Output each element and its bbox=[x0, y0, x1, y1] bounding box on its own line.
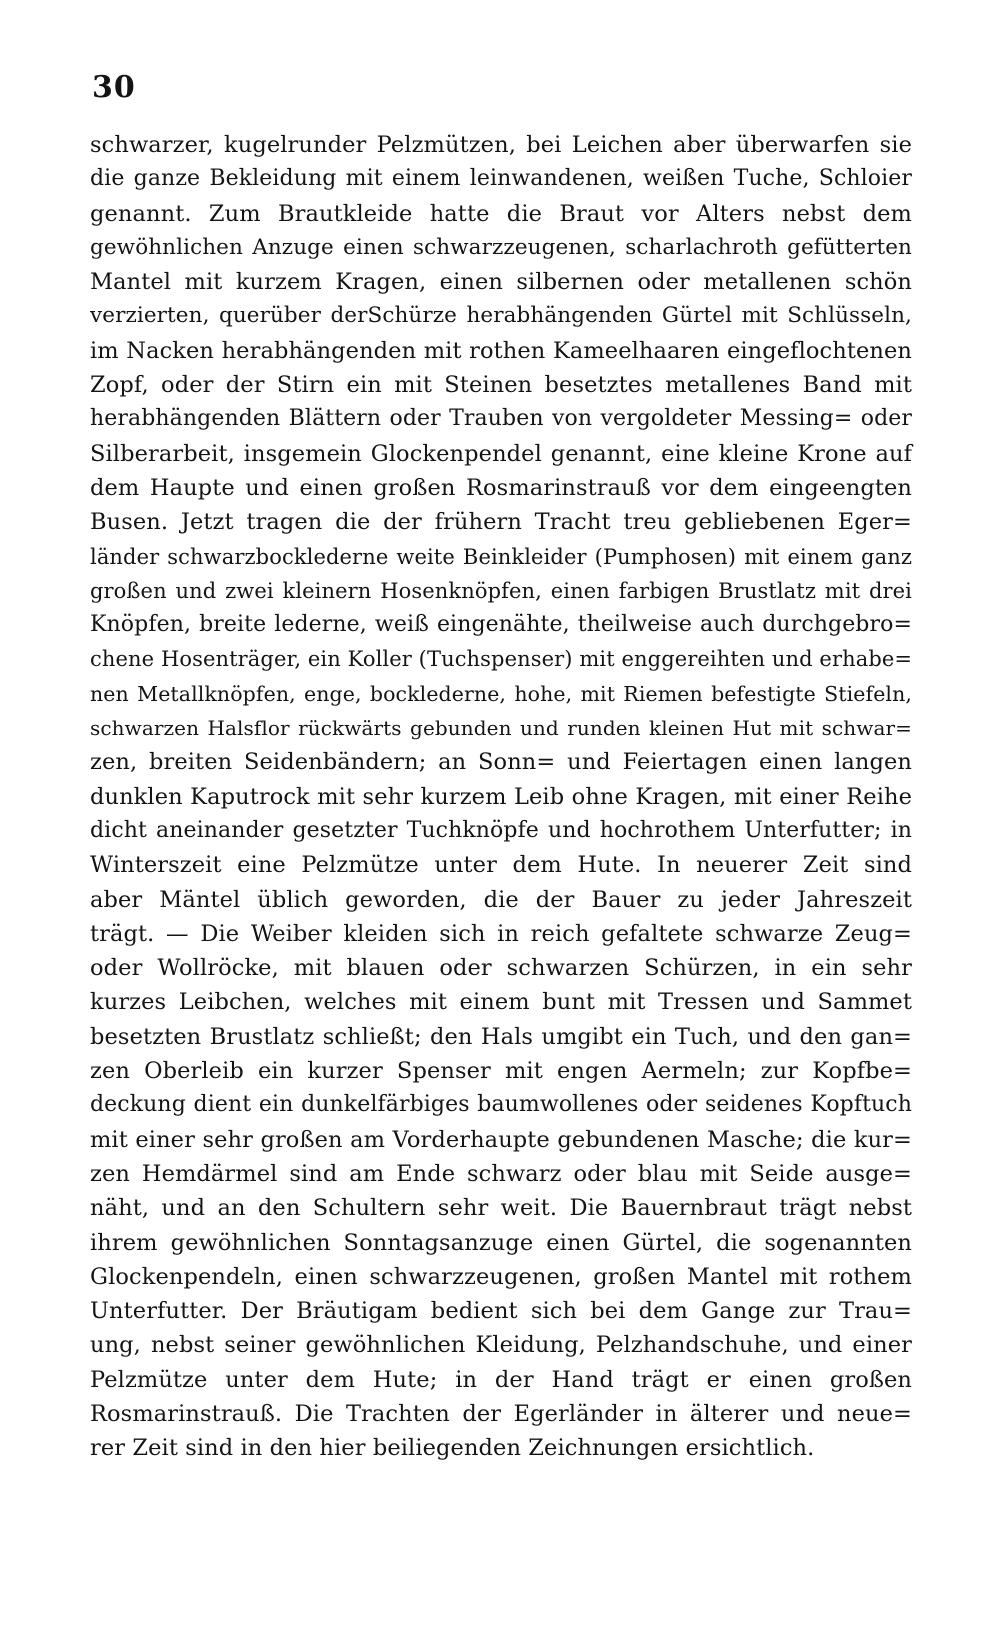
text-line: näht, und an den Schultern sehr weit. Die Bauernbraut trägt nebst bbox=[90, 1195, 912, 1222]
text-line: oder Wollröcke, mit blauen oder schwarzen Schürzen, in ein sehr bbox=[90, 955, 912, 982]
text-line: dicht aneinander gesetzter Tuchknöpfe und hochrothem Unterfutter; in bbox=[90, 817, 912, 843]
text-line: zen Oberleib ein kurzer Spenser mit engen Aermeln; zur Kopfbe= bbox=[90, 1058, 912, 1085]
text-line: ihrem gewöhnlichen Sonntagsanzuge einen Gürtel, die sogenannten bbox=[90, 1229, 912, 1256]
text-line: länder schwarzbocklederne weite Beinkleider (Pumphosen) mit einem ganz bbox=[90, 544, 912, 569]
text-line: verzierten, querüber derSchürze herabhängenden Gürtel mit Schlüsseln, bbox=[90, 303, 912, 329]
text-line: die ganze Bekleidung mit einem leinwandenen, weißen Tuche, Schloier bbox=[90, 166, 912, 192]
text-line: schwarzer, kugelrunder Pelzmützen, bei Leichen aber überwarfen sie bbox=[90, 132, 912, 158]
text-line: im Nacken herabhängenden mit rothen Kameelhaaren eingeflochtenen bbox=[90, 337, 912, 364]
text-line: kurzes Leibchen, welches mit einem bunt mit Tressen und Sammet bbox=[90, 989, 912, 1016]
text-line: Mantel mit kurzem Kragen, einen silbernen oder metallenen schön bbox=[90, 269, 912, 296]
text-line: Silberarbeit, insgemein Glockenpendel genannt, eine kleine Krone auf bbox=[90, 440, 912, 467]
text-line: nen Metallknöpfen, enge, bocklederne, hohe, mit Riemen befestigte Stiefeln, bbox=[90, 681, 912, 706]
text-line: großen und zwei kleinern Hosenknöpfen, einen farbigen Brustlatz mit drei bbox=[90, 578, 912, 603]
text-line: rer Zeit sind in den hier beiliegenden Zeichnungen ersichtlich. bbox=[90, 1435, 815, 1462]
text-line: herabhängenden Blättern oder Trauben von vergoldeter Messing= oder bbox=[90, 406, 912, 432]
text-line: Zopf, oder der Stirn ein mit Steinen besetztes metallenes Band mit bbox=[90, 372, 912, 399]
text-line: mit einer sehr großen am Vorderhaupte gebundenen Masche; die kur= bbox=[90, 1126, 912, 1153]
body-text bbox=[90, 128, 912, 1466]
text-line: deckung dient ein dunkelfärbiges baumwollenes oder seidenes Kopftuch bbox=[90, 1092, 912, 1118]
text-line: Rosmarinstrauß. Die Trachten der Egerländer in älterer und neue= bbox=[90, 1400, 912, 1427]
text-line: Busen. Jetzt tragen die der frühern Tracht treu gebliebenen Eger= bbox=[90, 509, 912, 536]
text-line: dem Haupte und einen großen Rosmarinstrauß vor dem eingeengten bbox=[90, 474, 912, 501]
text-line: aber Mäntel üblich geworden, die der Bauer zu jeder Jahreszeit bbox=[90, 886, 912, 913]
page-number: 30 bbox=[92, 70, 136, 105]
text-line: Pelzmütze unter dem Hute; in der Hand trägt er einen großen bbox=[90, 1366, 912, 1393]
text-line: chene Hosenträger, ein Koller (Tuchspenser) mit enggereihten und erhabe= bbox=[90, 647, 913, 672]
text-line: Unterfutter. Der Bräutigam bedient sich bei dem Gange zur Trau= bbox=[90, 1298, 912, 1325]
text-line: Winterszeit eine Pelzmütze unter dem Hute. In neuerer Zeit sind bbox=[90, 852, 912, 879]
text-line: Knöpfen, breite lederne, weiß eingenähte, theilweise auch durchgebro= bbox=[90, 612, 912, 638]
text-line: trägt. — Die Weiber kleiden sich in reich gefaltete schwarze Zeug= bbox=[90, 920, 912, 947]
text-line: gewöhnlichen Anzuge einen schwarzzeugenen, scharlachroth gefütterten bbox=[90, 234, 912, 260]
text-line: schwarzen Halsflor rückwärts gebunden und runden kleinen Hut mit schwar= bbox=[90, 716, 912, 741]
text-line: genannt. Zum Brautkleide hatte die Braut vor Alters nebst dem bbox=[90, 200, 912, 227]
text-line: ung, nebst seiner gewöhnlichen Kleidung, Pelzhandschuhe, und einer bbox=[90, 1332, 912, 1359]
text-line: besetzten Brustlatz schließt; den Hals umgibt ein Tuch, und den gan= bbox=[90, 1023, 912, 1050]
text-line: dunklen Kaputrock mit sehr kurzem Leib ohne Kragen, mit einer Reihe bbox=[90, 783, 912, 810]
text-line: zen, breiten Seidenbändern; an Sonn= und Feiertagen einen langen bbox=[90, 749, 912, 776]
text-line: zen Hemdärmel sind am Ende schwarz oder blau mit Seide ausge= bbox=[90, 1160, 912, 1187]
text-line: Glockenpendeln, einen schwarzzeugenen, großen Mantel mit rothem bbox=[90, 1263, 912, 1290]
